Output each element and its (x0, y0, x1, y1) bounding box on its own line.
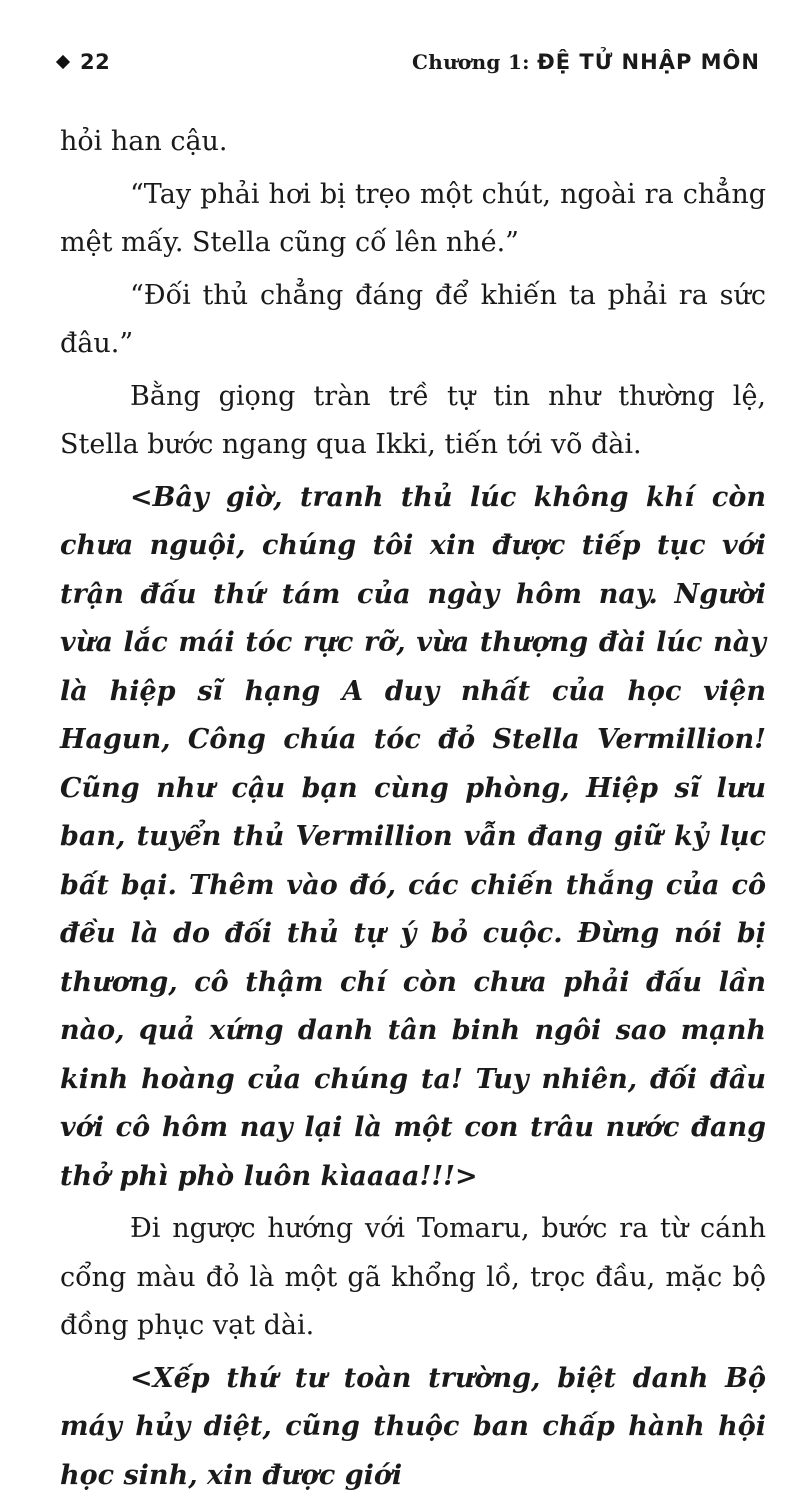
paragraph-narration-opponent: Đi ngược hướng với Tomaru, bước ra từ cánh cổng màu đỏ là một gã khổng lồ, trọc đầu, mặc bộ đồng phục vạt dài. (60, 1205, 766, 1351)
page-number: 22 (80, 50, 110, 74)
paragraph-dialogue-stella: “Đối thủ chẳng đáng để khiến ta phải ra sức đâu.” (60, 272, 766, 369)
chapter-heading (412, 50, 760, 74)
page-number-group (58, 50, 110, 74)
page-header (58, 44, 760, 80)
paragraph-continuation: hỏi han cậu. (60, 118, 766, 167)
paragraph-narration: Bằng giọng tràn trề tự tin như thường lệ, Stella bước ngang qua Ikki, tiến tới võ đài. (60, 373, 766, 470)
paragraph-announcement-opponent: <Xếp thứ tư toàn trường, biệt danh Bộ máy hủy diệt, cũng thuộc ban chấp hành hội học sinh, xin được giới (60, 1355, 766, 1500)
paragraph-announcement: <Bây giờ, tranh thủ lúc không khí còn chưa nguội, chúng tôi xin được tiếp tục với trận đấu thứ tám của ngày hôm nay. Người vừa lắc mái tóc rực rỡ, vừa thượng đài lúc này là hiệp sĩ hạng A duy nhất của học viện Hagun, Công chúa tóc đỏ Stella Vermillion! Cũng như cậu bạn cùng phòng, Hiệp sĩ lưu ban, tuyển thủ Vermillion vẫn đang giữ kỷ lục bất bại. Thêm vào đó, các chiến thắng của cô đều là do đối thủ tự ý bỏ cuộc. Đừng nói bị thương, cô thậm chí còn chưa phải đấu lần nào, quả xứng danh tân binh ngôi sao mạnh kinh hoàng của chúng ta! Tuy nhiên, đối đầu với cô hôm nay lại là một con trâu nước đang thở phì phò luôn kìaaaa!!!> (60, 474, 766, 1202)
chapter-title: ĐỆ TỬ NHẬP MÔN (537, 50, 760, 74)
paragraph-dialogue-ikki: “Tay phải hơi bị trẹo một chút, ngoài ra chẳng mệt mấy. Stella cũng cố lên nhé.” (60, 171, 766, 268)
diamond-bullet-icon (56, 55, 70, 69)
chapter-label: Chương 1: (412, 50, 530, 74)
page-body (60, 118, 766, 1500)
